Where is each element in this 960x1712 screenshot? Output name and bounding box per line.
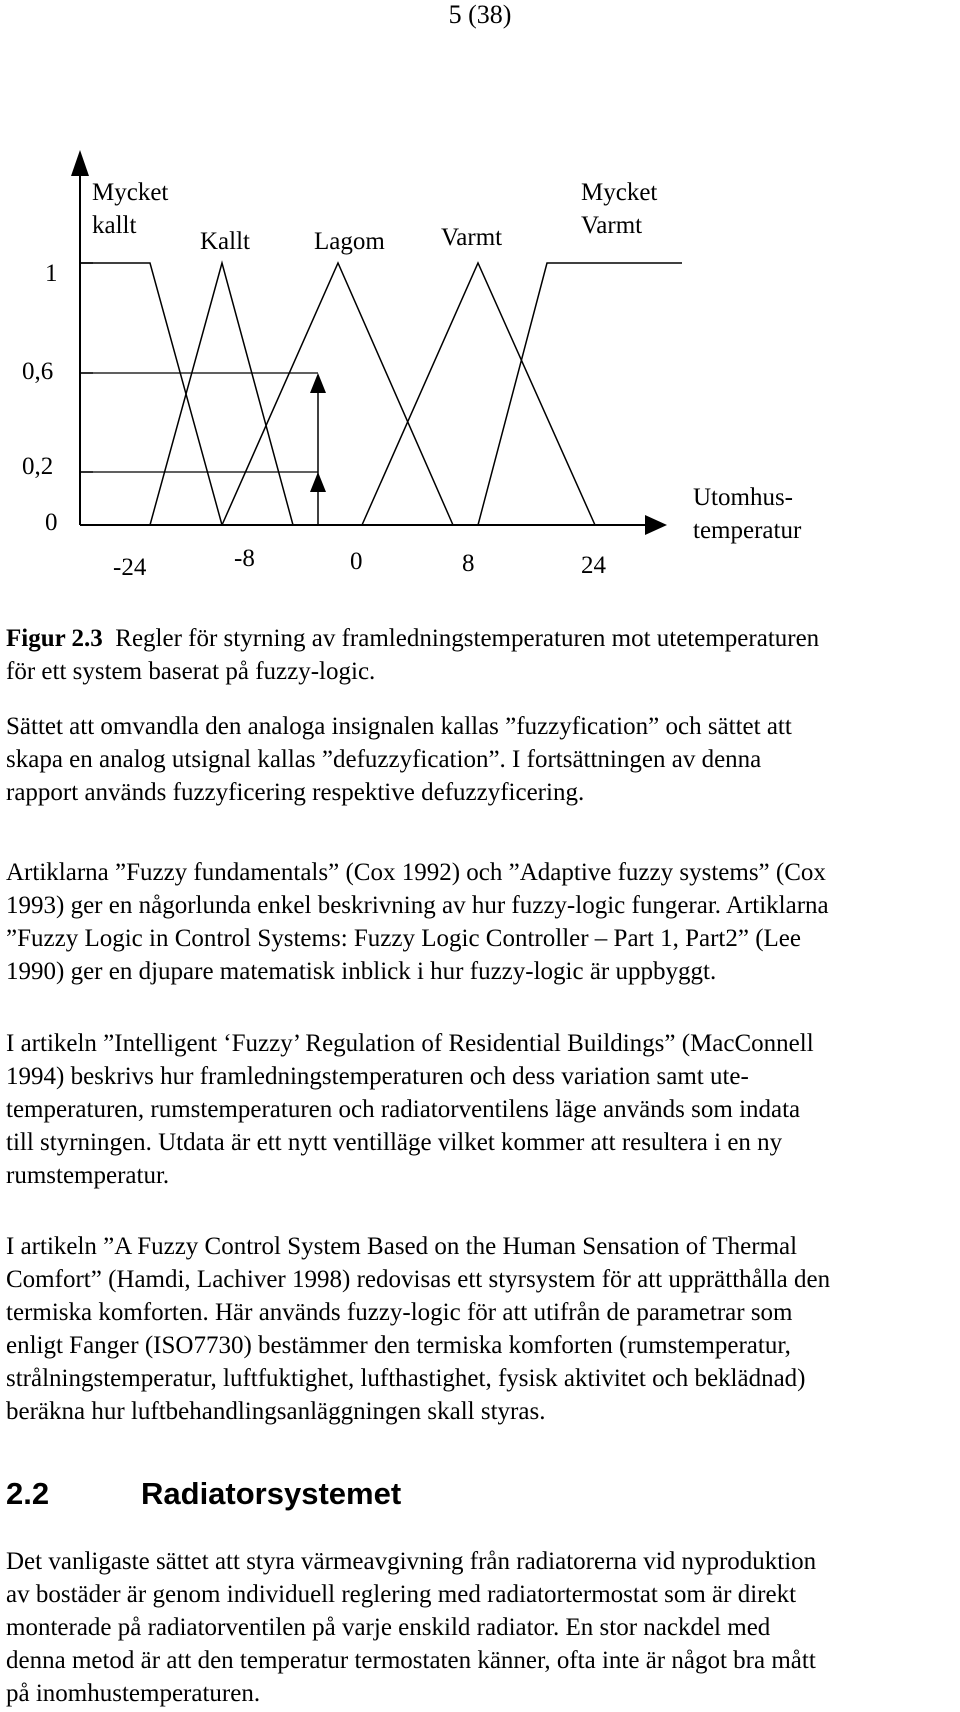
membership-warm [362,263,595,525]
paragraph-line: ”Fuzzy Logic in Control Systems: Fuzzy Logic Controller – Part 1, Part2” (Lee [6,925,801,952]
section-number: 2.2 [6,1476,50,1511]
y-axis-arrow [71,150,89,176]
paragraph-line: I artikeln ”Intelligent ‘Fuzzy’ Regulation of Residential Buildings” (MacConnell [6,1030,814,1057]
paragraph-line: 1994) beskrivs hur framledningstemperaturen och dess variation samt ute- [6,1063,749,1090]
x-tick-label-0: 0 [350,548,363,575]
x-tick-label-m8: -8 [234,545,255,572]
label-very-cold-1: Mycket [92,179,169,206]
paragraph-line: denna metod är att den temperatur termostaten känner, ofta inte är något bra mått [6,1647,816,1674]
paragraph-line: Artiklarna ”Fuzzy fundamentals” (Cox 1992) och ”Adaptive fuzzy systems” (Cox [6,859,826,886]
x-tick-label-24: 24 [581,552,606,579]
input-marker-arrow-upper [310,373,326,393]
label-warm: Varmt [441,224,503,251]
paragraph-line: termiska komforten. Här används fuzzy-logic för att utifrån de parametrar som [6,1299,793,1326]
paragraph-line: 1993) ger en någorlunda enkel beskrivning av hur fuzzy-logic fungerar. Artiklarna [6,892,829,919]
paragraph-line: Det vanligaste sättet att styra värmeavgivning från radiatorerna vid nyproduktion [6,1548,817,1575]
paragraph-line: Sättet att omvandla den analoga insignalen kallas ”fuzzyfication” och sättet att [6,713,792,740]
paragraph-macconnell [6,1027,936,1192]
membership-moderate [222,263,453,525]
label-very-cold-2: kallt [92,212,137,239]
x-tick-label-8: 8 [462,550,475,577]
label-very-warm-1: Mycket [581,179,658,206]
fuzzy-membership-figure [0,0,960,600]
paragraph-fuzzyfication [6,710,936,809]
x-axis-arrow [645,515,667,535]
x-tick-label-m24: -24 [113,554,147,581]
paragraph-radiator [6,1545,936,1710]
paragraph-line: skapa en analog utsignal kallas ”defuzzyfication”. I fortsättningen av denna [6,746,762,773]
y-tick-label-0: 0 [45,509,58,536]
label-very-warm-2: Varmt [581,212,643,239]
input-marker-arrow-lower [310,472,326,492]
paragraph-line: enligt Fanger (ISO7730) bestämmer den termiska komforten (rumstemperatur, [6,1332,791,1359]
axis-label-line2: temperatur [693,517,802,544]
y-tick-label-1: 1 [45,260,58,287]
paragraph-line: beräkna hur luftbehandlingsanläggningen skall styras. [6,1398,546,1425]
caption-line-1: Regler för styrning av framledningstemperaturen mot utetemperaturen [115,625,820,652]
paragraph-line: temperaturen, rumstemperaturen och radiatorventilens läge används som indata [6,1096,801,1123]
paragraph-hamdi-lachiver [6,1230,936,1428]
membership-very-cold [80,263,222,525]
label-moderate: Lagom [314,228,385,255]
section-title: Radiatorsystemet [141,1476,402,1511]
paragraph-line: I artikeln ”A Fuzzy Control System Based on the Human Sensation of Thermal [6,1233,798,1260]
membership-very-warm [478,263,682,525]
paragraph-cox-lee [6,856,936,988]
paragraph-line: rapport används fuzzyficering respektive defuzzyficering. [6,779,585,806]
membership-cold [150,263,293,525]
caption-line-2: för ett system baserat på fuzzy-logic. [6,658,376,685]
paragraph-line: 1990) ger en djupare matematisk inblick i hur fuzzy-logic är uppbyggt. [6,958,717,985]
paragraph-line: monterade på radiatorventilen på varje enskild radiator. En stor nackdel med [6,1614,771,1641]
y-tick-label-06: 0,6 [22,358,54,385]
paragraph-line: strålningstemperatur, luftfuktighet, lufthastighet, fysisk aktivitet och beklädnad) [6,1365,806,1392]
paragraph-line: rumstemperatur. [6,1162,170,1189]
paragraph-line: av bostäder är genom individuell reglering med radiatortermostat som är direkt [6,1581,797,1608]
paragraph-line: på inomhustemperaturen. [6,1680,261,1707]
label-cold: Kallt [200,228,250,255]
paragraph-line: Comfort” (Hamdi, Lachiver 1998) redovisas ett styrsystem för att upprätthålla den [6,1266,831,1293]
page-number: 5 (38) [448,0,512,29]
section-heading [6,1474,401,1514]
figure-label: Figur 2.3 [6,625,103,652]
y-tick-label-02: 0,2 [22,453,54,480]
axis-label-line1: Utomhus- [693,484,793,511]
paragraph-line: till styrningen. Utdata är ett nytt ventilläge vilket kommer att resultera i en ny [6,1129,783,1156]
figure-caption [6,622,936,688]
